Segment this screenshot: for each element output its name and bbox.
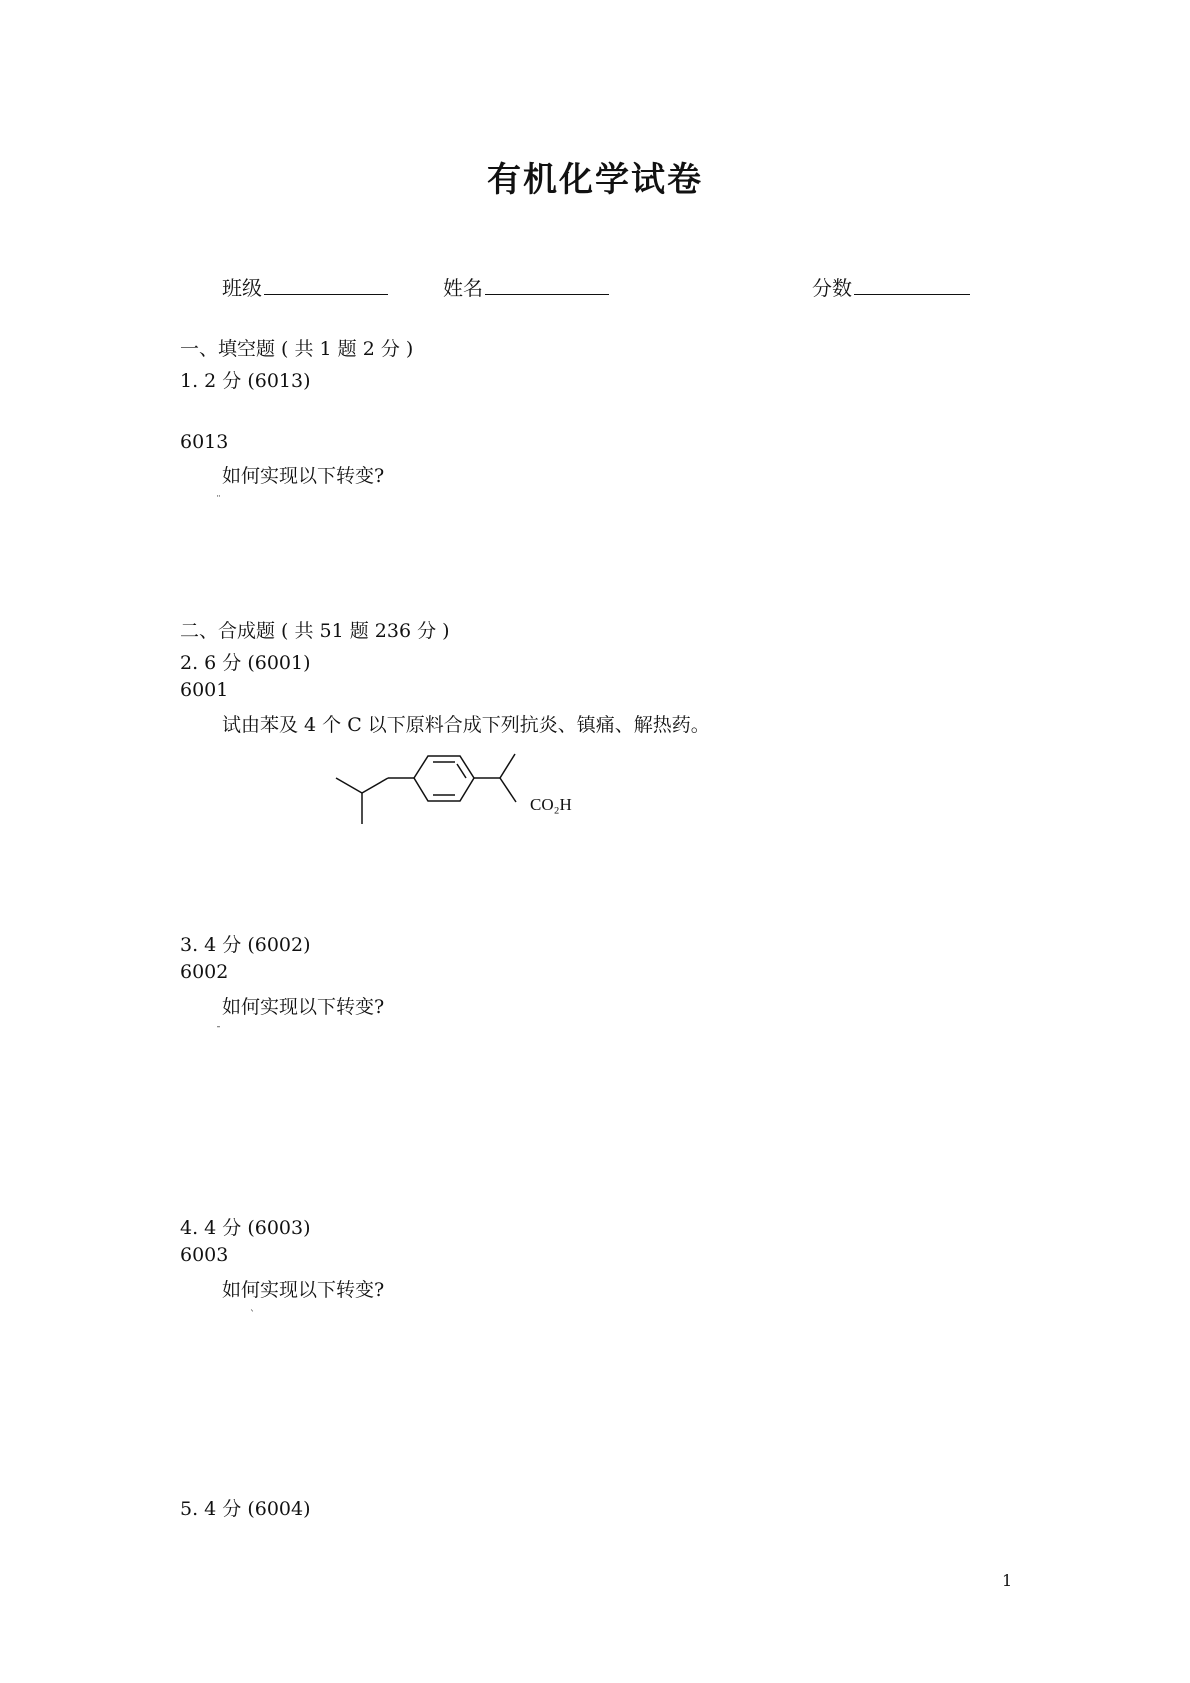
question-header: 4. 4 分 (6003) <box>180 1217 311 1239</box>
skeletal-bonds <box>336 754 516 824</box>
ibuprofen-structure <box>320 740 620 840</box>
class-blank[interactable] <box>264 274 388 295</box>
question-header: 1. 2 分 (6013) <box>180 370 311 392</box>
page-title: 有机化学试卷 <box>487 160 703 200</box>
figure-placeholder-mark: ˋ <box>250 1310 255 1321</box>
section-heading-fill-in: 一、填空题 ( 共 1 题 2 分 ) <box>180 338 414 360</box>
name-blank[interactable] <box>485 274 609 295</box>
name-field <box>443 272 609 301</box>
carboxyl-label: CO₂H <box>530 795 572 814</box>
figure-placeholder-mark: ¨ <box>216 495 221 506</box>
class-label: 班级 <box>222 276 262 300</box>
section-heading-synthesis: 二、合成题 ( 共 51 题 236 分 ) <box>180 620 450 642</box>
question-prompt: 如何实现以下转变? <box>222 465 385 487</box>
question-prompt: 如何实现以下转变? <box>222 1279 385 1301</box>
figure-placeholder-mark: ˉ <box>216 1026 221 1037</box>
question-code: 6013 <box>180 431 229 453</box>
page-number: 1 <box>1002 1571 1013 1590</box>
question-code: 6003 <box>180 1244 229 1266</box>
question-code: 6001 <box>180 679 229 701</box>
question-prompt: 如何实现以下转变? <box>222 996 385 1018</box>
name-label: 姓名 <box>443 276 483 300</box>
score-label: 分数 <box>812 276 852 300</box>
question-prompt: 试由苯及 4 个 C 以下原料合成下列抗炎、镇痛、解热药。 <box>222 714 710 736</box>
question-header: 5. 4 分 (6004) <box>180 1498 311 1520</box>
score-blank[interactable] <box>854 274 970 295</box>
question-header: 2. 6 分 (6001) <box>180 652 311 674</box>
class-field <box>222 272 388 301</box>
question-header: 3. 4 分 (6002) <box>180 934 311 956</box>
question-code: 6002 <box>180 961 229 983</box>
score-field <box>812 272 970 301</box>
